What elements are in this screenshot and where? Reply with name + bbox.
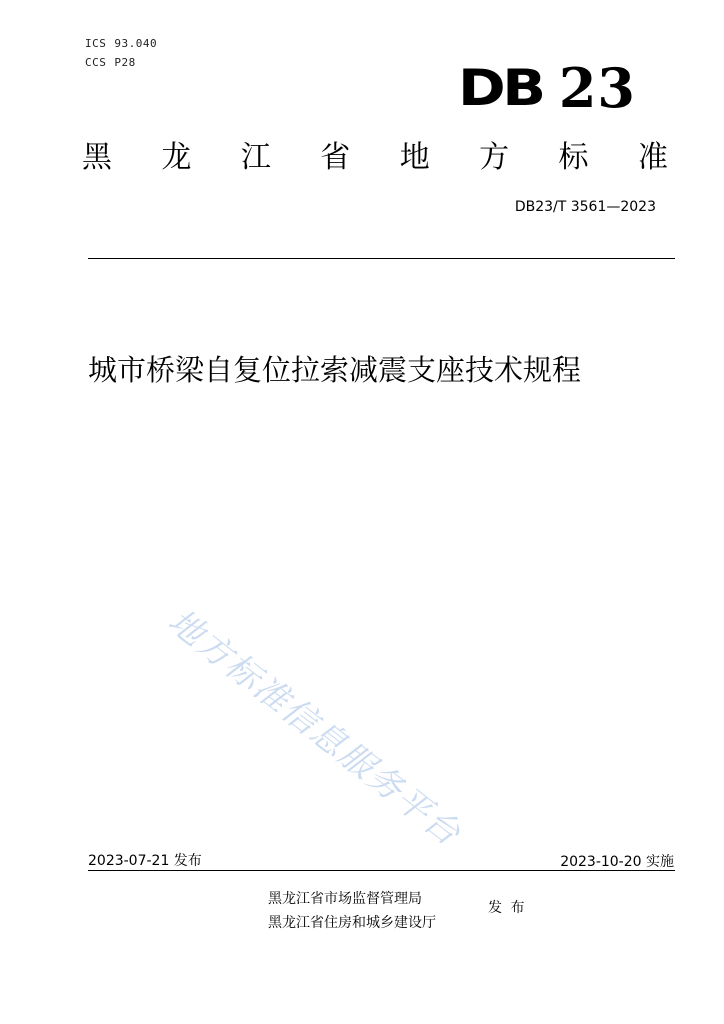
ccs-label: CCS bbox=[85, 56, 107, 69]
watermark: 地方标准信息服务平台 bbox=[160, 601, 469, 855]
ics-label: ICS bbox=[85, 37, 107, 50]
ccs-code bbox=[85, 56, 136, 69]
standard-class-char: 江 bbox=[240, 140, 271, 175]
db-logo-letters: DB bbox=[458, 59, 543, 117]
db-logo-number: 23 bbox=[558, 56, 636, 120]
standard-class-char: 标 bbox=[558, 140, 589, 175]
top-divider bbox=[88, 258, 675, 259]
db-logo bbox=[458, 56, 636, 120]
standard-class-char: 省 bbox=[320, 140, 351, 175]
publisher-name: 黑龙江省市场监督管理局 bbox=[268, 891, 422, 907]
publishers bbox=[268, 887, 436, 935]
standard-class-heading bbox=[80, 140, 670, 176]
ccs-value: P28 bbox=[114, 56, 136, 69]
bottom-divider bbox=[88, 870, 675, 871]
standard-class-char: 准 bbox=[637, 140, 668, 175]
implementation-date: 2023-10-20 实施 bbox=[560, 854, 674, 870]
standard-class-char: 黑 bbox=[82, 140, 112, 175]
standard-class-char: 龙 bbox=[161, 140, 192, 175]
standard-class-char: 地 bbox=[399, 140, 430, 175]
document-title: 城市桥梁自复位拉索减震支座技术规程 bbox=[88, 353, 582, 387]
standard-class-char: 方 bbox=[479, 140, 510, 175]
release-date: 2023-07-21 发布 bbox=[88, 853, 202, 869]
publish-label: 发 布 bbox=[488, 900, 527, 916]
publisher-name: 黑龙江省住房和城乡建设厅 bbox=[268, 915, 436, 931]
ics-code bbox=[85, 37, 157, 50]
standard-code: DB23/T 3561—2023 bbox=[514, 199, 656, 215]
ics-value: 93.040 bbox=[114, 37, 158, 50]
